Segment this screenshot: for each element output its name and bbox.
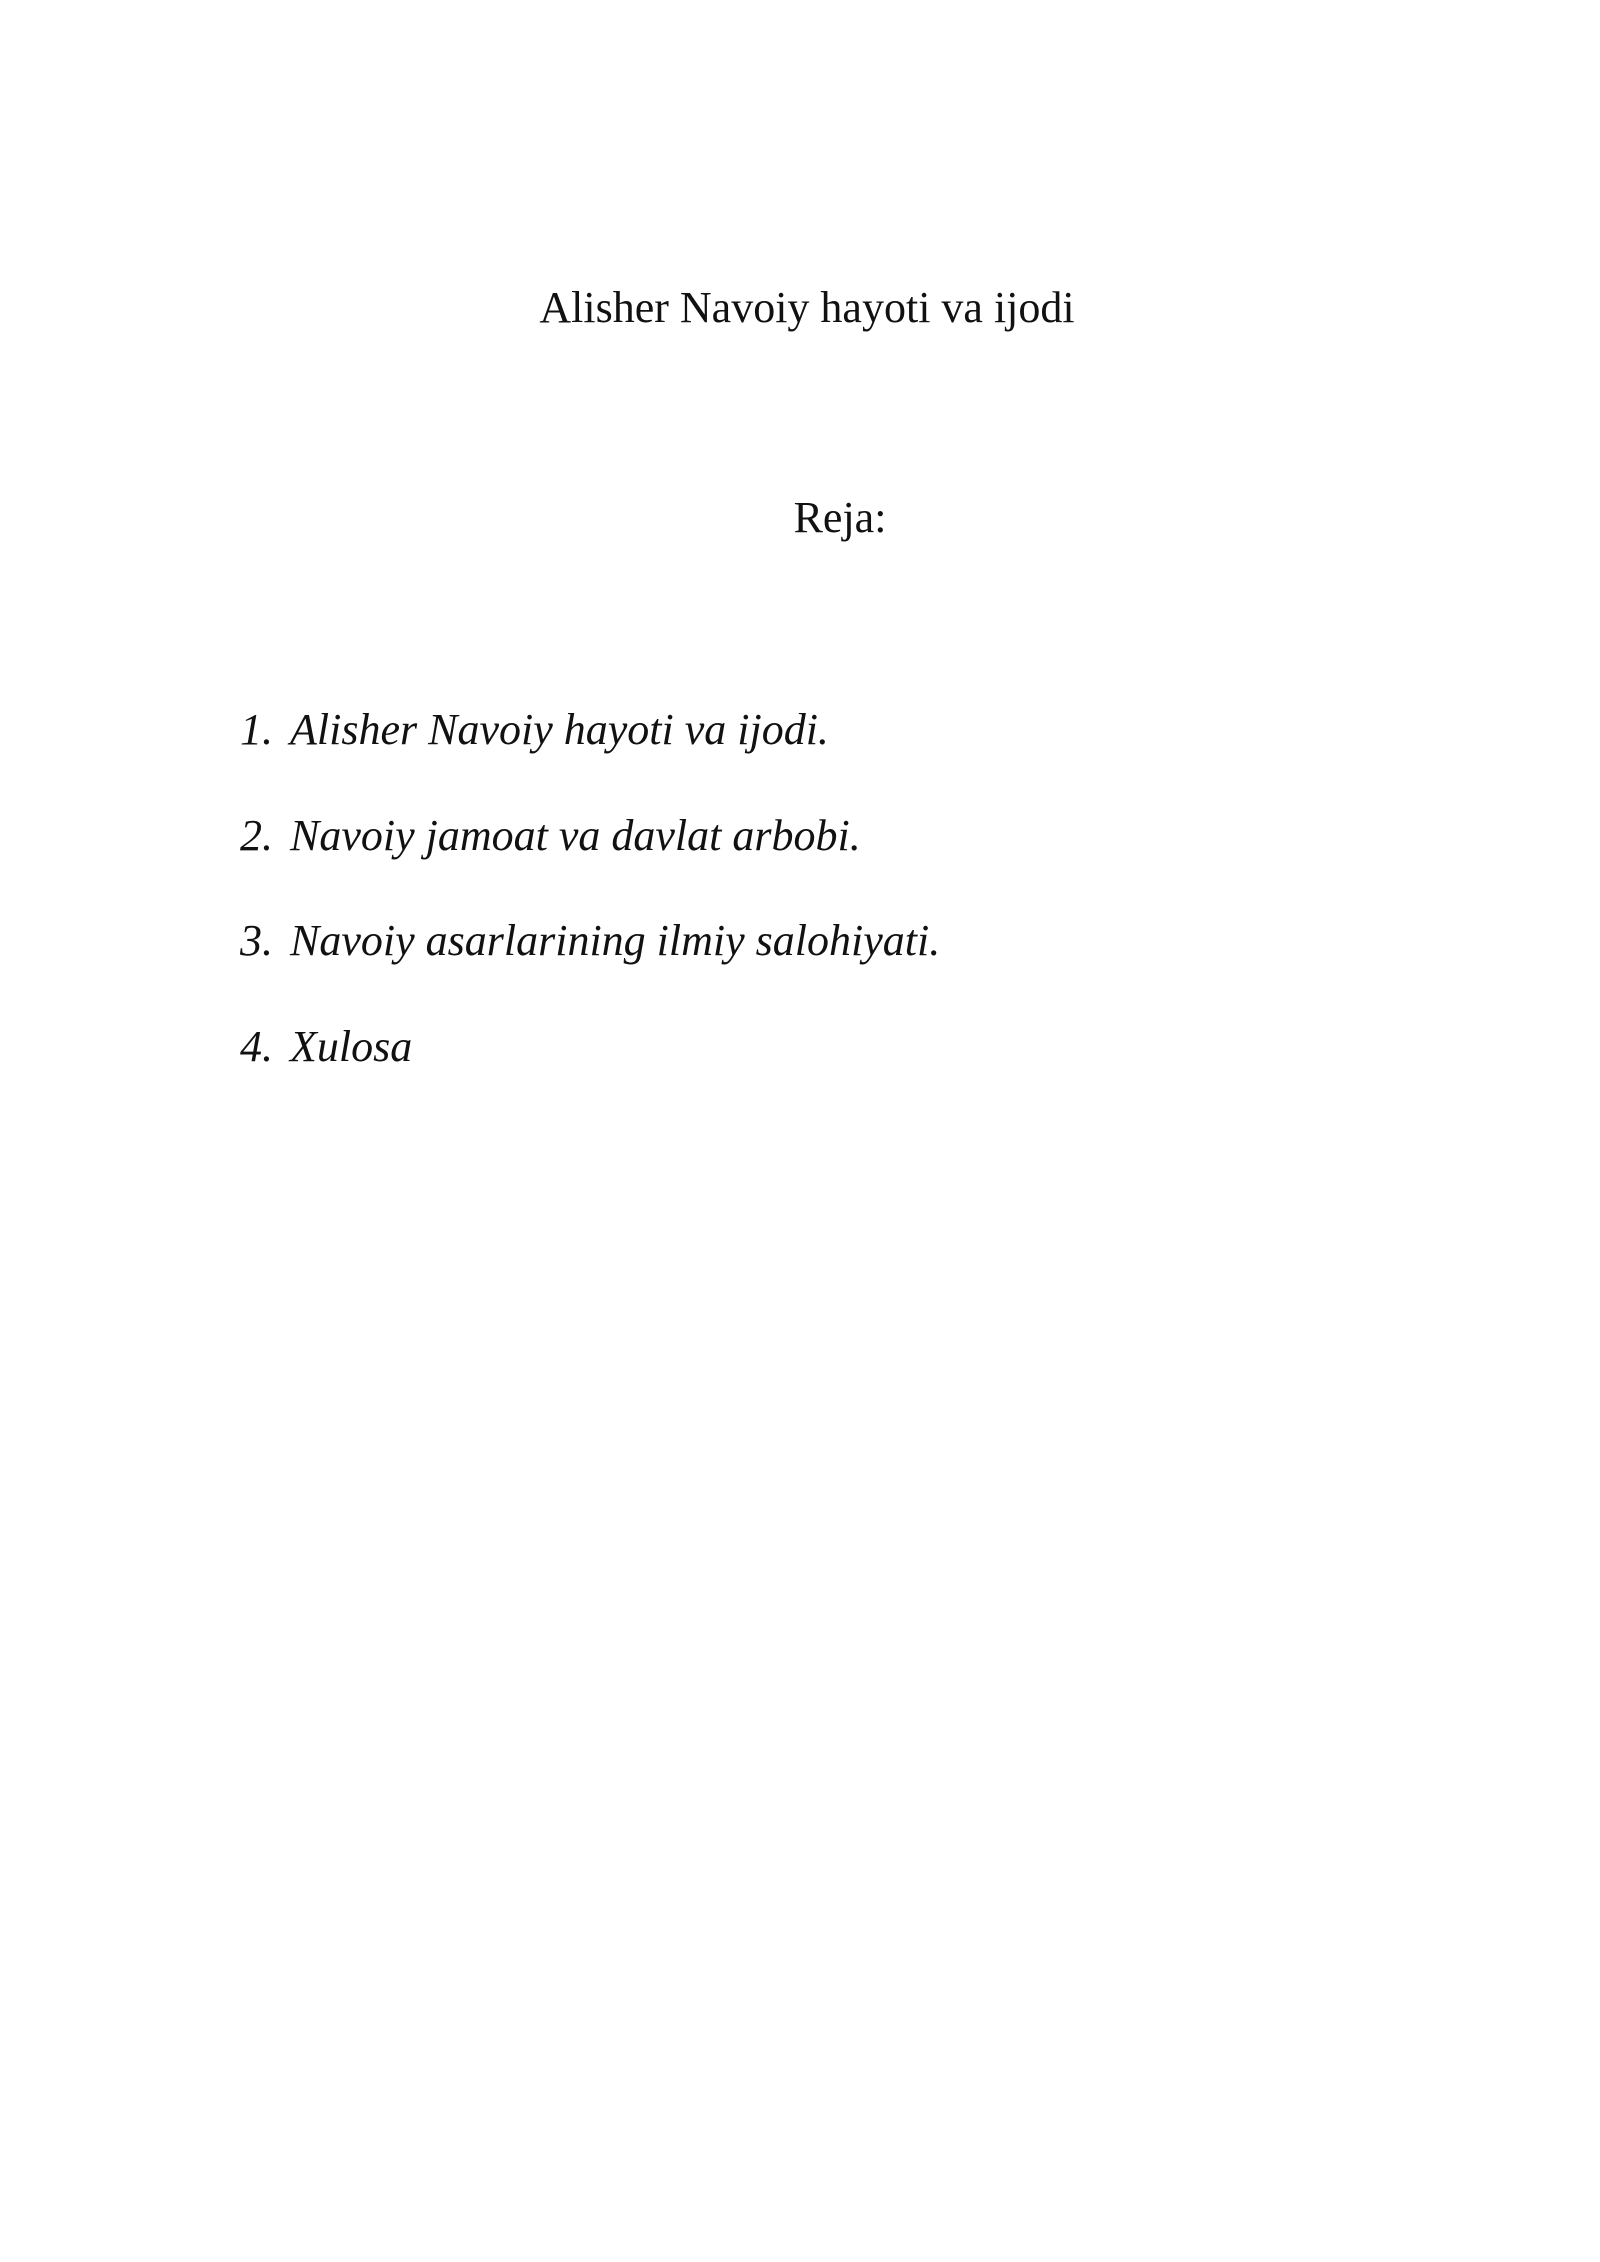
plan-list xyxy=(240,700,940,1122)
plan-item-number: 3. xyxy=(240,916,273,965)
plan-item-text: Alisher Navoiy hayoti va ijodi. xyxy=(290,705,829,754)
plan-item xyxy=(240,1017,940,1123)
plan-item xyxy=(240,911,940,1017)
plan-item-number: 2. xyxy=(240,810,273,860)
plan-item xyxy=(240,806,940,912)
plan-item-number: 4. xyxy=(240,1021,273,1071)
plan-heading: Reja: xyxy=(793,493,887,542)
plan-item-text: Xulosa xyxy=(290,1021,413,1071)
plan-item-text: Navoiy asarlarining ilmiy salohiyati. xyxy=(290,916,941,965)
document-title: Alisher Navoiy hayoti va ijodi xyxy=(539,283,1075,332)
plan-item-text: Navoiy jamoat va davlat arbobi. xyxy=(290,810,861,860)
plan-item xyxy=(240,700,940,806)
plan-item-number: 1. xyxy=(240,705,273,754)
